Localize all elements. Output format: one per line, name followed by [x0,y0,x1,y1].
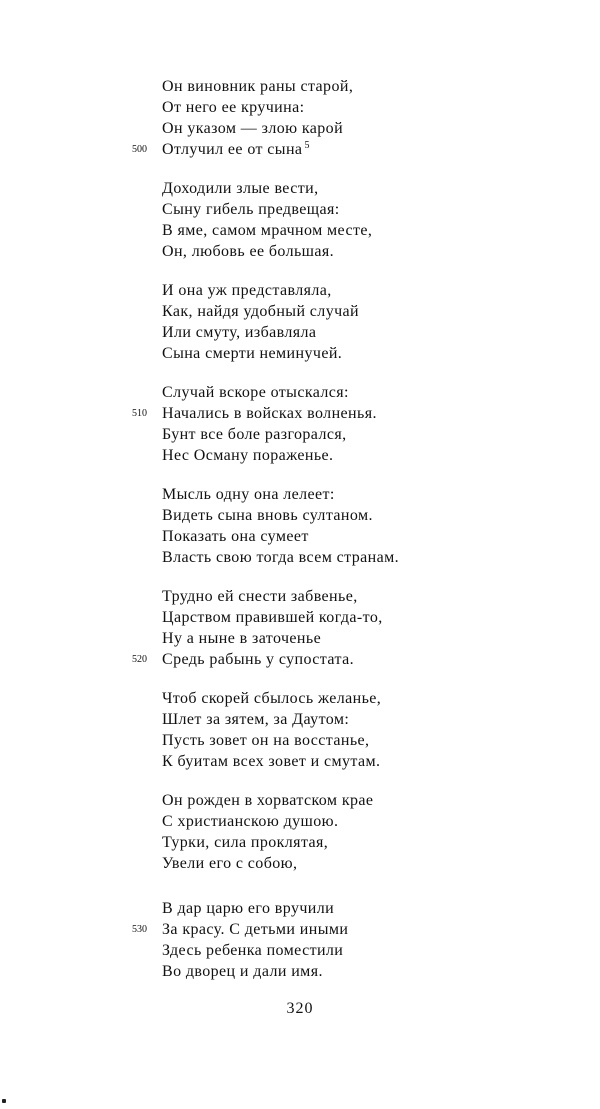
verse-line [162,178,562,199]
verse-line [132,919,562,940]
verse-line [162,628,562,649]
verse-line [132,403,562,424]
verse-text: Показать она сумеет [162,528,309,545]
stanza [132,586,562,670]
stanza [132,76,562,160]
verse-text: С христианскою душою. [162,813,339,830]
verse-text: В яме, самом мрачном месте, [162,222,373,239]
verse-line [162,505,562,526]
verse-line [162,118,562,139]
line-number: 500 [132,144,147,155]
verse-line [162,730,562,751]
verse-line [162,751,562,772]
stanza [132,382,562,466]
verse-line [162,382,562,403]
verse-text: Царством правившей когда-то, [162,609,383,626]
verse-line [162,220,562,241]
verse-text: Отлучил ее от сына [162,141,303,158]
verse-text: Трудно ей снести забвенье, [162,588,358,605]
verse-line [162,586,562,607]
verse-text: За красу. С детьми иными [162,921,349,938]
verse-text: Бунт все боле разгорался, [162,426,347,443]
verse-text: Власть свою тогда всем странам. [162,549,400,566]
verse-line [162,424,562,445]
stanza [162,178,562,262]
verse-line [162,607,562,628]
verse-line [132,649,562,670]
verse-text: Нес Осману пораженье. [162,447,334,464]
verse-text: Видеть сына вновь султаном. [162,507,373,524]
verse-text: Здесь ребенка поместили [162,942,344,959]
verse-line [162,526,562,547]
verse-line [162,301,562,322]
verse-text: Шлет за зятем, за Даутом: [162,711,350,728]
verse-text: Он рожден в хорватском крае [162,792,374,809]
verse-text: Сыну гибель предвещая: [162,201,340,218]
verse-text: Доходили злые вести, [162,180,319,197]
verse-line [162,832,562,853]
verse-text: Он указом — злою карой [162,120,344,137]
verse-line [162,940,562,961]
verse-line [162,76,562,97]
verse-line [162,322,562,343]
verse-text: Во дворец и дали имя. [162,963,323,980]
verse-text: Случай вскоре отыскался: [162,384,349,401]
verse-line [162,547,562,568]
verse-text: Ну а ныне в заточенье [162,630,322,647]
verse-line [162,853,562,874]
page-number: 320 [286,1000,314,1017]
stanza [162,280,562,364]
verse-text: Или смуту, избавляла [162,324,317,341]
stanza [162,484,562,568]
verse-text: Турки, сила проклятая, [162,834,329,851]
verse-line [162,343,562,364]
verse-line [162,280,562,301]
verse-text: К буитам всех зовет и смутам. [162,753,381,770]
verse-text: Как, найдя удобный случай [162,303,360,320]
verse-text: Он, любовь ее большая. [162,243,335,260]
line-number: 530 [132,924,147,935]
verse-text: Средь рабынь у супостата. [162,651,354,668]
stanza [132,898,562,982]
verse-text: От него ее кручина: [162,99,305,116]
verse-text: И она уж представляла, [162,282,332,299]
verse-line [162,811,562,832]
verse-text: Он виновник раны старой, [162,78,354,95]
verse-text: Чтоб скорей сбылось желанье, [162,690,382,707]
verse-text: Мысль одну она лелеет: [162,486,335,503]
verse-line [162,961,562,982]
scan-mark [2,1099,6,1103]
verse-line [132,139,562,160]
stanza [162,790,562,874]
verse-line [162,688,562,709]
verse-line [162,898,562,919]
verse-line [162,97,562,118]
verse-text: Пусть зовет он на восстанье, [162,732,370,749]
verse-line [162,790,562,811]
line-number: 510 [132,408,147,419]
verse-text: Увели его с собою, [162,855,298,872]
verse-text: Сына смерти неминучей. [162,345,343,362]
line-number: 520 [132,654,147,665]
stanza [162,688,562,772]
verse-line [162,709,562,730]
verse-line [162,484,562,505]
verse-line [162,199,562,220]
verse-text: Начались в войсках волненья. [162,405,377,422]
verse-text: В дар царю его вручили [162,900,335,917]
footnote-marker: 5 [304,139,310,151]
verse-line [162,241,562,262]
verse-line [162,445,562,466]
